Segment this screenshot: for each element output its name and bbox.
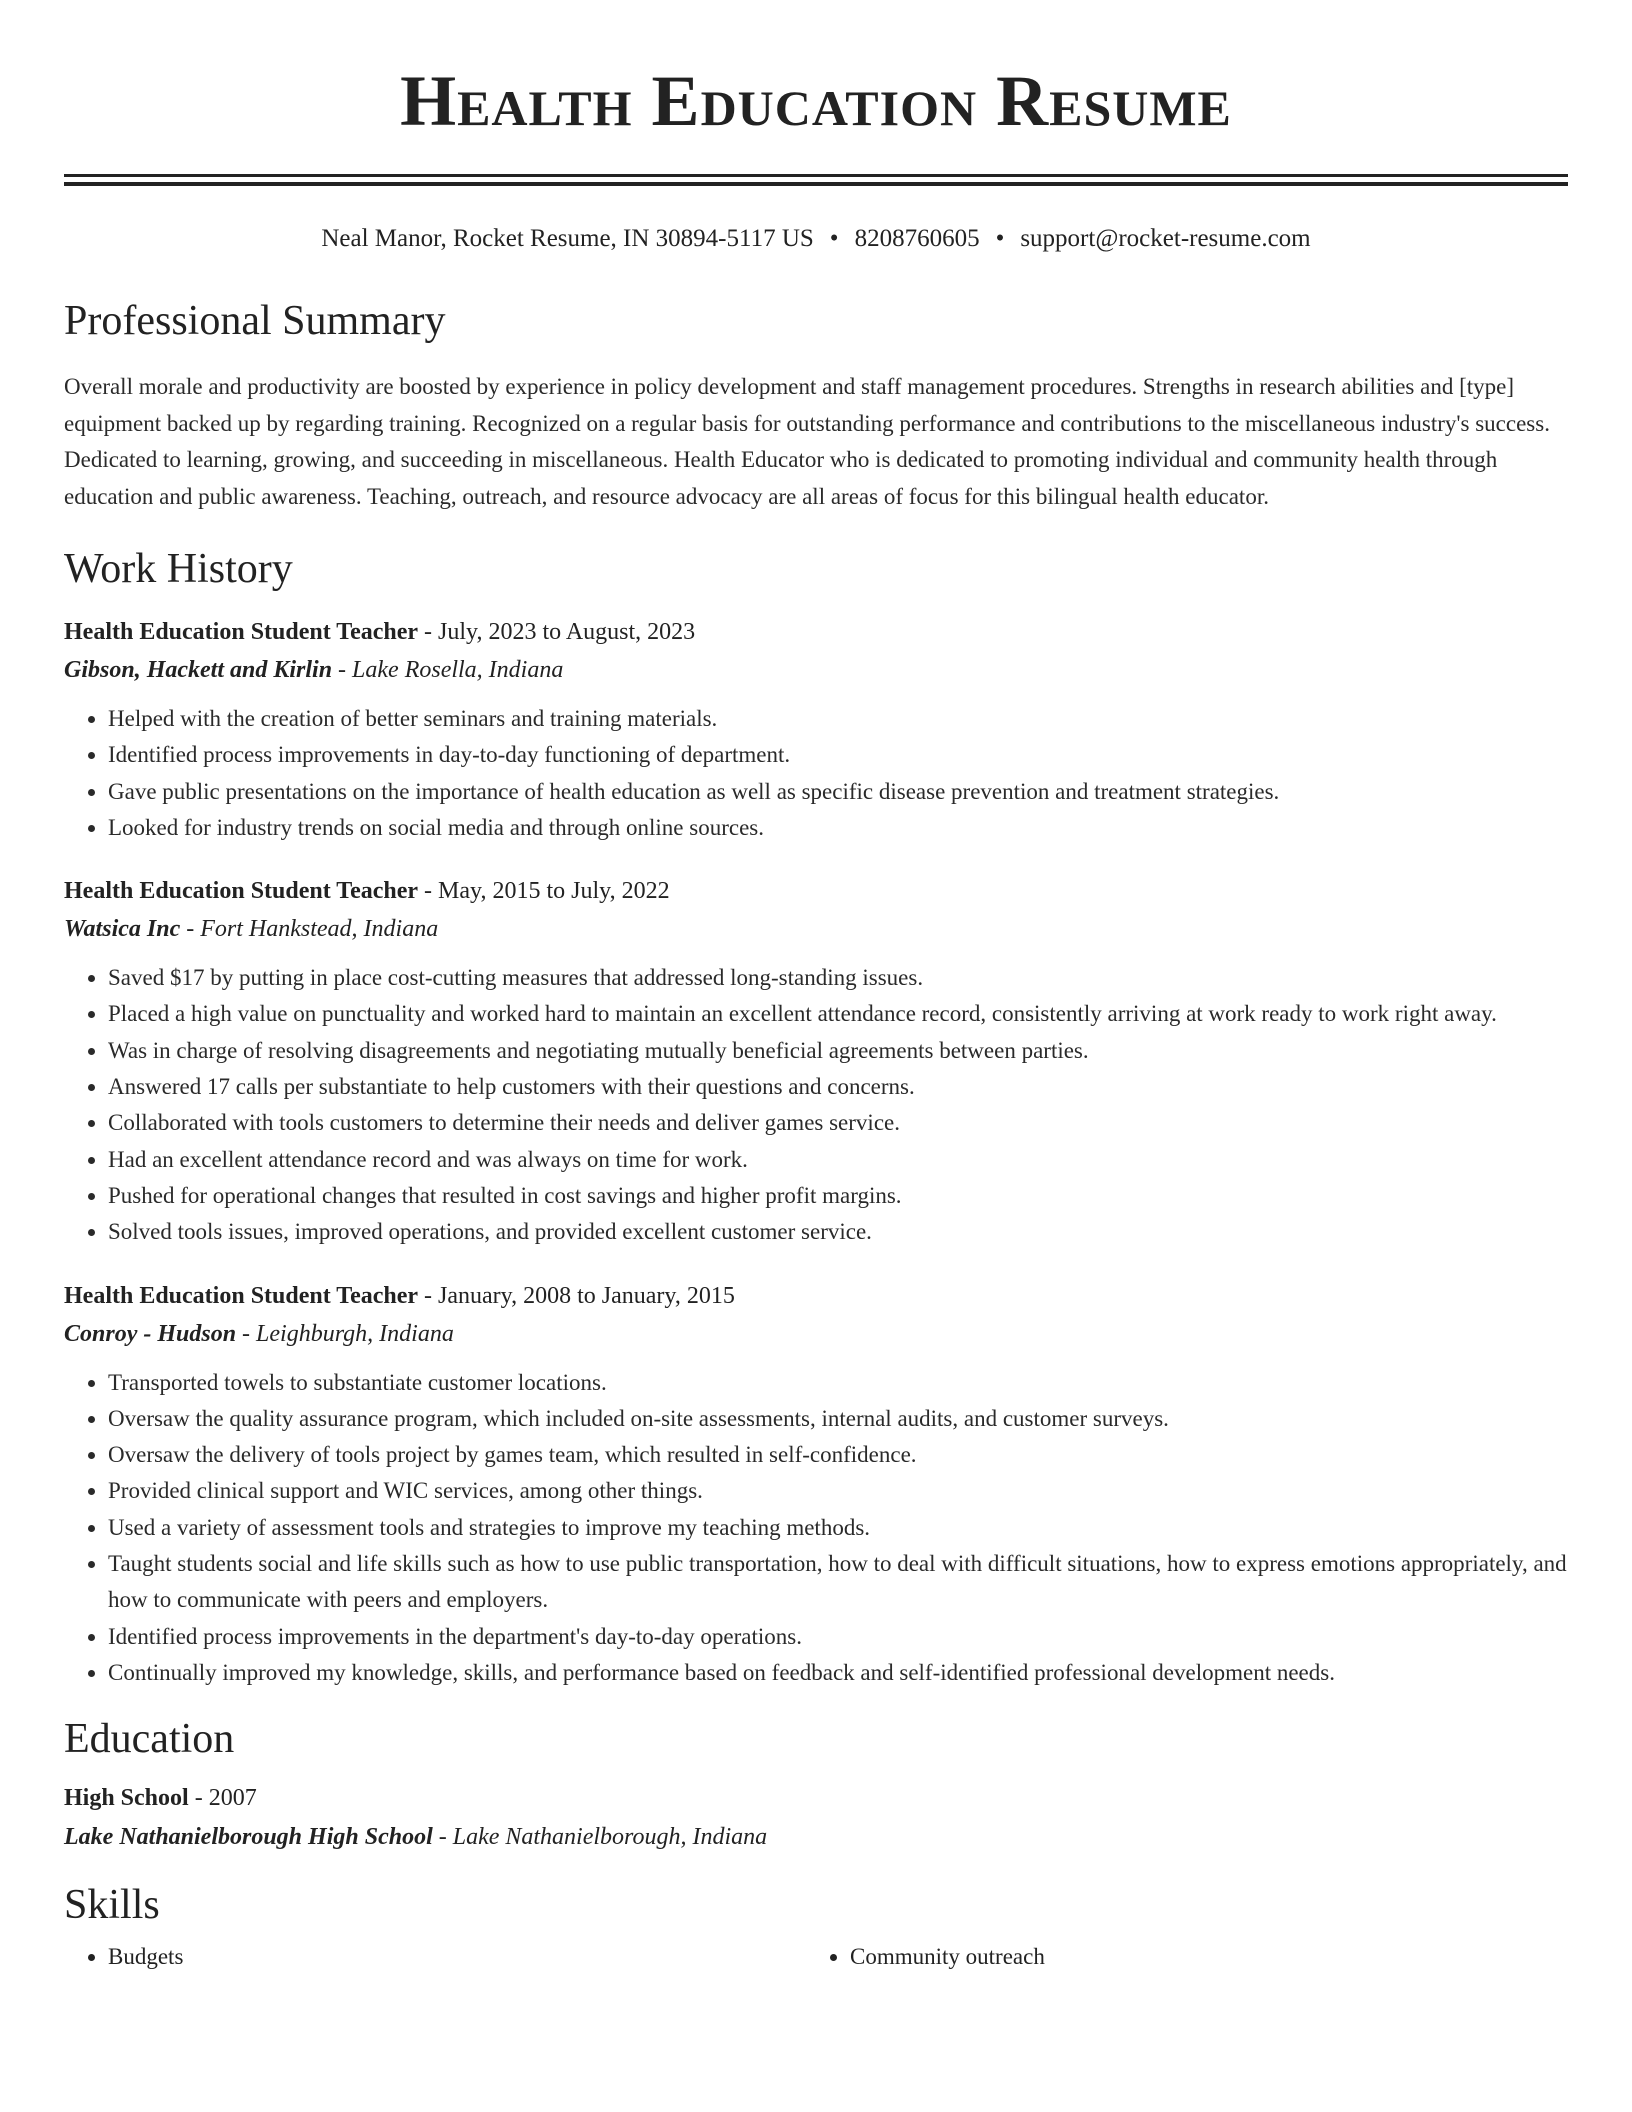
job-bullet: • Used a variety of assessment tools and strategies to improve my teaching methods. <box>108 1510 1568 1546</box>
job-bullet: • Helped with the creation of better seminars and training materials. <box>108 701 1568 737</box>
job-bullet: • Gave public presentations on the importance of health education as well as specific disease prevention and treatment strategies. <box>108 774 1568 810</box>
job-header <box>64 1277 1568 1315</box>
skill-item: • Budgets <box>108 1939 806 1975</box>
skills-list <box>64 1939 1568 1975</box>
job-dates: - January, 2008 to January, 2015 <box>418 1282 735 1309</box>
job-title: Health Education Student Teacher <box>64 1282 419 1309</box>
title-divider <box>64 174 1568 186</box>
job-dates: - July, 2023 to August, 2023 <box>418 619 696 645</box>
skills-heading: Skills <box>64 1882 160 1929</box>
job-bullet: • Provided clinical support and WIC services, among other things. <box>108 1473 1568 1509</box>
skill-item: • Community outreach <box>850 1939 1548 1975</box>
job-bullet: • Looked for industry trends on social media and through online sources. <box>108 810 1568 846</box>
resume-title: Health Education Resume <box>400 61 1232 141</box>
education-heading: Education <box>64 1716 235 1763</box>
job-bullets <box>64 701 1568 846</box>
education-school-line <box>64 1817 1568 1857</box>
job-entry <box>64 872 1568 1250</box>
contact-phone: 8208760605 <box>854 225 980 252</box>
summary-heading: Professional Summary <box>64 298 446 344</box>
job-company: Gibson, Hackett and Kirlin <box>64 657 333 683</box>
summary-text: Overall morale and productivity are boosted by experience in policy development and staff management procedures. Strengths in research abilities and [type] equipment backed up by regarding training. Recognized on a regular basis for outstanding performance and contributions to the miscellaneous industry's success. Dedicated to learning, growing, and succeeding in miscellaneous. Health Educator who is dedicated to promoting individual and community health through education and public awareness. Teaching, outreach, and resource advocacy are all areas of focus for this bilingual health educator. <box>64 374 1550 509</box>
job-location: - Lake Rosella, Indiana <box>332 657 564 683</box>
job-bullets <box>64 960 1568 1250</box>
education-year: - 2007 <box>188 1785 257 1812</box>
contact-line <box>64 223 1568 255</box>
job-title: Health Education Student Teacher <box>64 878 419 905</box>
job-entry <box>64 1277 1568 1692</box>
skills-column-right <box>806 1939 1548 1975</box>
job-location: - Fort Hankstead, Indiana <box>180 916 439 943</box>
work-history-heading: Work History <box>64 546 293 592</box>
contact-separator: • <box>995 225 1005 252</box>
job-dates: - May, 2015 to July, 2022 <box>418 878 670 905</box>
job-bullet: • Was in charge of resolving disagreements and negotiating mutually beneficial agreements between parties. <box>108 1033 1568 1069</box>
job-bullet: • Answered 17 calls per substantiate to help customers with their questions and concerns. <box>108 1069 1568 1105</box>
job-bullet: • Oversaw the delivery of tools project by games team, which resulted in self-confidence. <box>108 1437 1568 1473</box>
skills-column-left <box>64 1939 806 1975</box>
education-school: Lake Nathanielborough High School <box>64 1824 433 1851</box>
education-location: - Lake Nathanielborough, Indiana <box>432 1824 768 1851</box>
contact-address: Neal Manor, Rocket Resume, IN 30894-5117 US <box>321 225 814 252</box>
job-title: Health Education Student Teacher <box>64 619 419 645</box>
job-employer <box>64 910 1568 948</box>
job-bullet: • Saved $17 by putting in place cost-cutting measures that addressed long-standing issues. <box>108 960 1568 996</box>
job-bullet: • Identified process improvements in day-to-day functioning of department. <box>108 737 1568 773</box>
job-company: Conroy - Hudson <box>64 1320 237 1347</box>
job-bullet: • Pushed for operational changes that resulted in cost savings and higher profit margins. <box>108 1178 1568 1214</box>
job-header <box>64 613 1568 651</box>
education-degree: High School <box>64 1785 189 1812</box>
job-bullet: • Continually improved my knowledge, skills, and performance based on feedback and self-identified professional development needs. <box>108 1655 1568 1691</box>
job-entry <box>64 613 1568 846</box>
contact-separator: • <box>829 225 839 252</box>
job-bullet: • Oversaw the quality assurance program, which included on-site assessments, internal audits, and customer surveys. <box>108 1401 1568 1437</box>
job-employer <box>64 1315 1568 1353</box>
contact-email: support@rocket-resume.com <box>1020 225 1311 252</box>
job-bullet: • Had an excellent attendance record and was always on time for work. <box>108 1142 1568 1178</box>
education-degree-line <box>64 1779 1568 1817</box>
job-bullet: • Placed a high value on punctuality and worked hard to maintain an excellent attendance record, consistently arriving at work ready to work right away. <box>108 996 1568 1032</box>
job-bullet: • Solved tools issues, improved operations, and provided excellent customer service. <box>108 1214 1568 1250</box>
job-bullets <box>64 1365 1568 1692</box>
job-bullet: • Collaborated with tools customers to determine their needs and deliver games service. <box>108 1105 1568 1141</box>
job-header <box>64 872 1568 910</box>
job-employer <box>64 651 1568 689</box>
job-bullet: • Identified process improvements in the department's day-to-day operations. <box>108 1619 1568 1655</box>
job-company: Watsica Inc <box>64 916 181 943</box>
job-bullet: • Taught students social and life skills such as how to use public transportation, how to deal with difficult situations, how to express emotions appropriately, and how to communicate with peers and employers. <box>108 1546 1568 1619</box>
job-bullet: • Transported towels to substantiate customer locations. <box>108 1365 1568 1401</box>
job-location: - Leighburgh, Indiana <box>236 1320 454 1347</box>
